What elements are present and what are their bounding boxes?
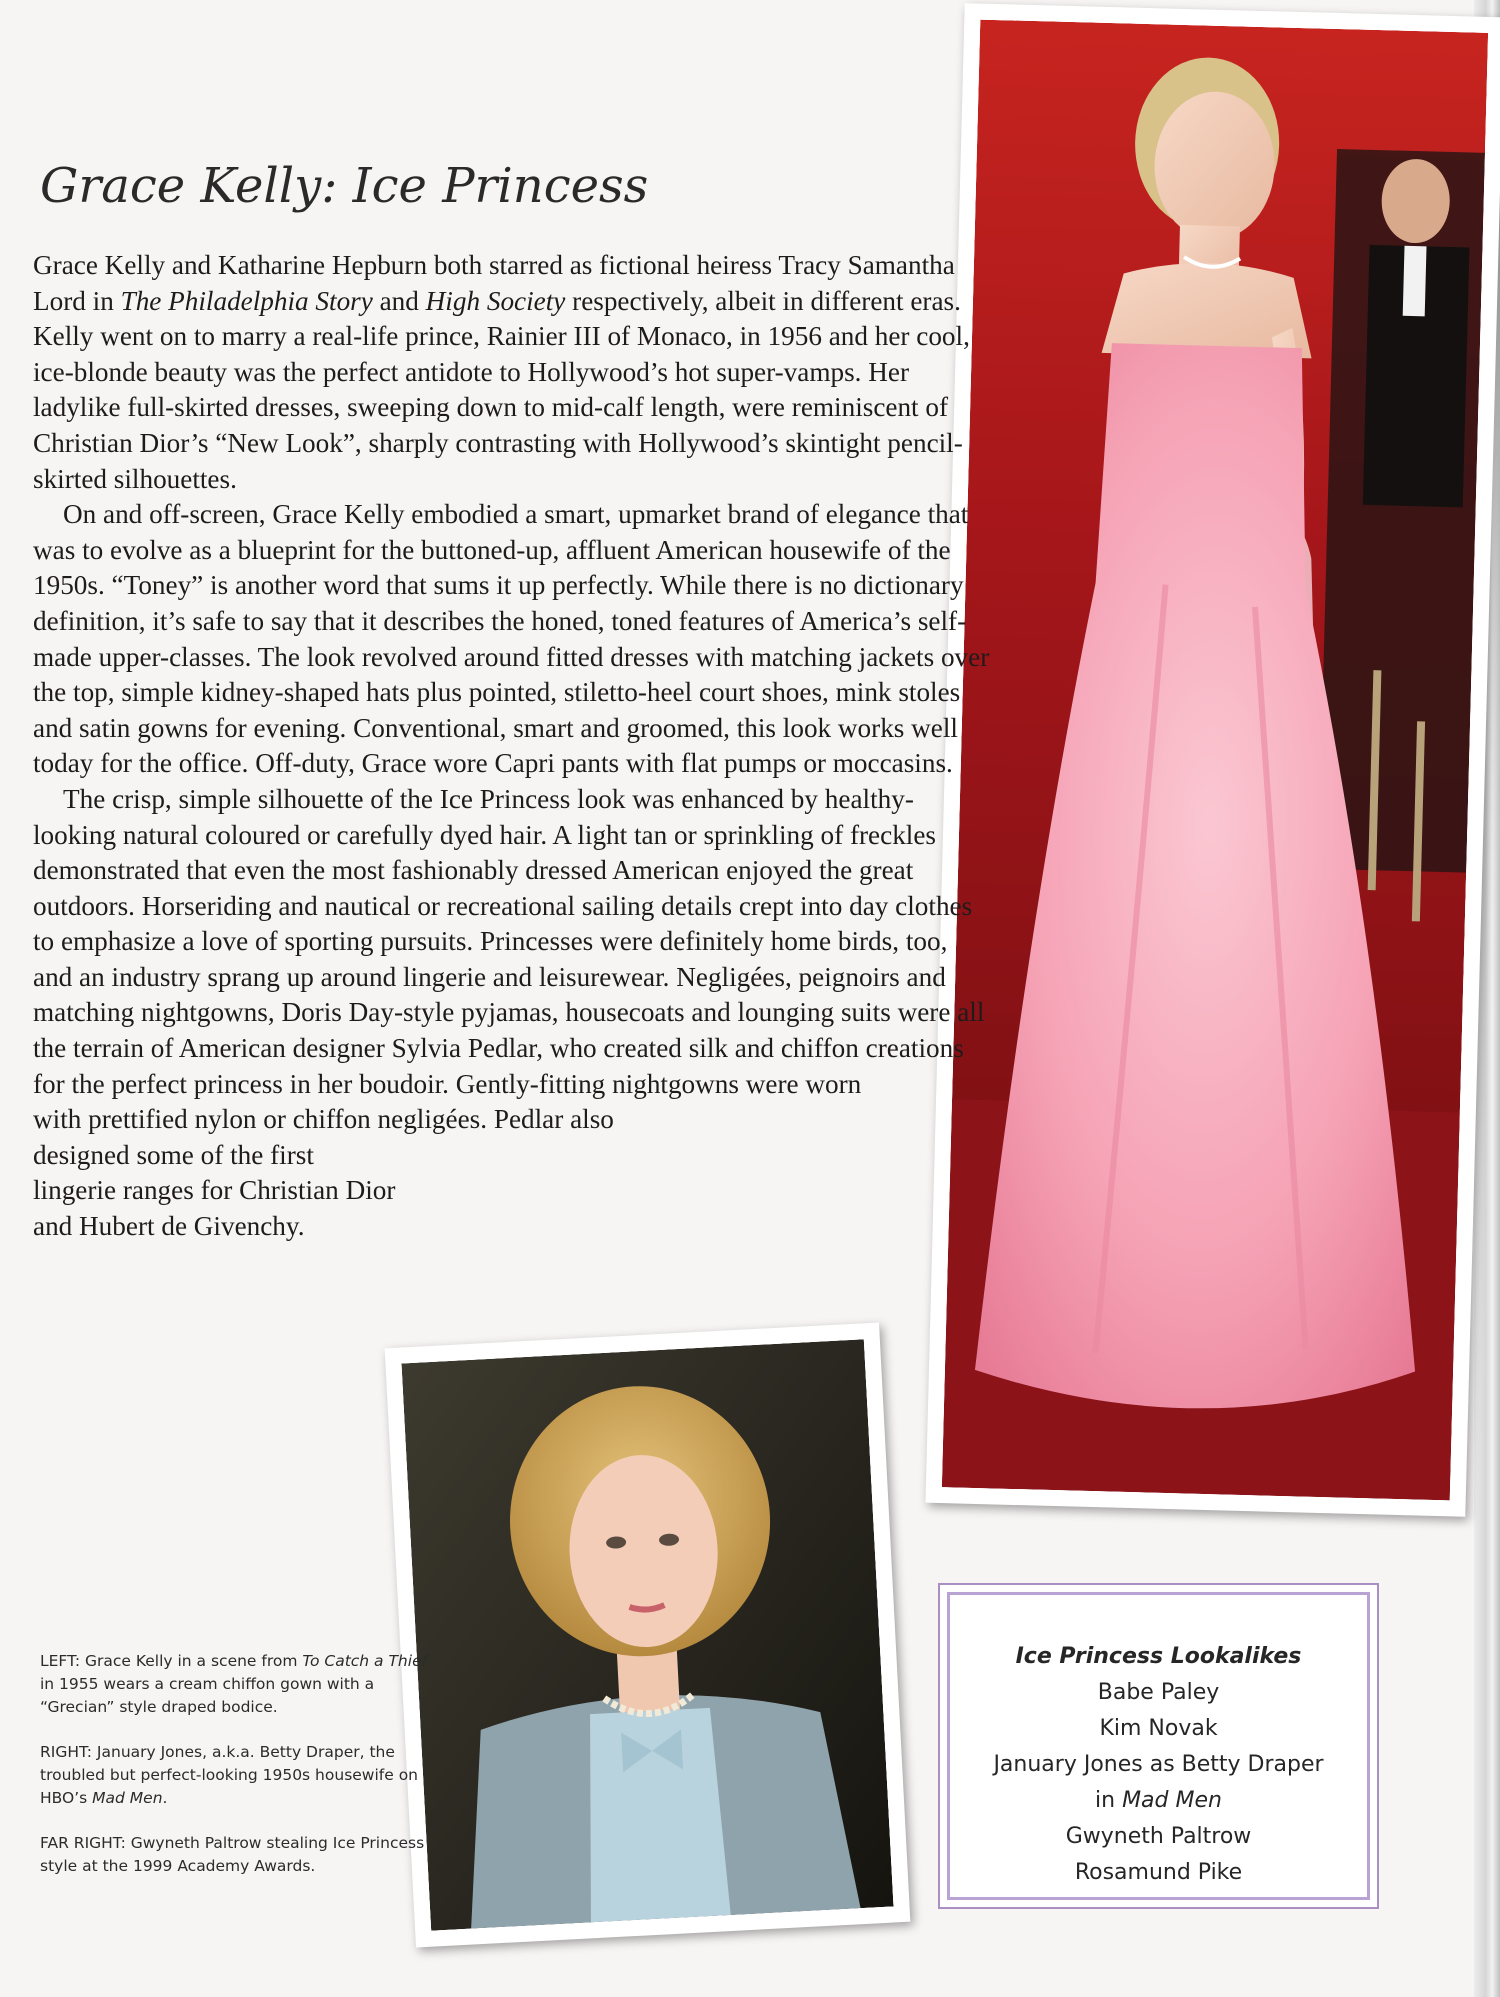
photo-captions xyxy=(40,1650,440,1900)
lookalike-rosamund-pike: Rosamund Pike xyxy=(1074,1860,1243,1885)
caption-left-text-a: LEFT: Grace Kelly in a scene from xyxy=(40,1652,303,1670)
article-body xyxy=(33,248,993,1450)
paragraph-1 xyxy=(33,248,993,497)
lookalike-mad-men-line xyxy=(950,1783,1367,1819)
caption-right xyxy=(40,1741,440,1810)
paragraph-1-text-b: and xyxy=(372,285,426,316)
film-title-philadelphia-story: The Philadelphia Story xyxy=(120,285,373,316)
paragraph-1-text-c: respectively, albeit in different eras. Kelly went on to marry a real-life prince, Rainier III of Monaco, in 1956 and her cool, ice-blonde beauty was the perfect antidote to Hollywood’s hot super-vamps. Her ladylike full-skirted dresses, sweeping down to mid-calf length, were reminiscent of Christian Dior’s “New Look”, sharply contrasting with Hollywood’s skintight pencil-skirted silhouettes. xyxy=(33,285,970,494)
paragraph-1-text-a: Grace Kelly and Katharine Hepburn both starred as fictional heiress Tracy Samantha Lord in xyxy=(33,250,955,316)
film-title-high-society: High Society xyxy=(425,285,566,316)
photo-gwyneth-paltrow xyxy=(925,3,1500,1517)
lookalike-babe-paley: Babe Paley xyxy=(1097,1680,1220,1705)
caption-left-text-b: in 1955 wears a cream chiffon gown with a “Grecian” style draped bodice. xyxy=(40,1675,375,1716)
paragraph-2: On and off-screen, Grace Kelly embodied a smart, upmarket brand of elegance that was to evolve as a blueprint for the buttoned-up, affluent American housewife of the 1950s. “Toney” is another word that sums it up perfectly. While there is no dictionary definition, it’s safe to say that it describes the honed, toned features of America’s self-made upper-classes. The look revolved around fitted dresses with matching jackets over the top, simple kidney-shaped hats plus pointed, stiletto-heel court shoes, mink stoles and satin gowns for evening. Conventional, smart and groomed, this look works well today for the office. Off-duty, Grace wore Capri pants with flat pumps or moccasins. xyxy=(33,499,990,779)
lookalikes-box xyxy=(938,1583,1379,1909)
lookalike-mad-men-show: Mad Men xyxy=(1122,1788,1222,1813)
lookalikes-box-inner xyxy=(947,1592,1370,1900)
lookalike-mad-men-prefix: in xyxy=(1095,1788,1123,1813)
caption-right-show: Mad Men xyxy=(92,1789,163,1807)
caption-right-text-a: RIGHT: January Jones, a.k.a. Betty Draper, the troubled but perfect-looking 1950s housewife on HBO’s xyxy=(40,1743,419,1807)
caption-far-right: FAR RIGHT: Gwyneth Paltrow stealing Ice Princess style at the 1999 Academy Awards. xyxy=(40,1834,425,1875)
caption-left-film: To Catch a Thief xyxy=(302,1652,428,1670)
photo-gwyneth-paltrow-image xyxy=(942,20,1488,1501)
lookalike-gwyneth-paltrow: Gwyneth Paltrow xyxy=(1065,1824,1252,1849)
article-heading: Grace Kelly: Ice Princess xyxy=(40,158,649,214)
paragraph-3: The crisp, simple silhouette of the Ice Princess look was enhanced by healthy-looking natural coloured or carefully dyed hair. A light tan or sprinkling of freckles demonstrated that even the most fashionably dressed American enjoyed the great outdoors. Horseriding and nautical or recreational sailing details crept into day clothes to emphasize a love of sporting pursuits. Princesses were definitely home birds, too, and an industry sprang up around lingerie and leisurewear. Negligées, peignoirs and matching nightgowns, Doris Day-style pyjamas, housecoats and lounging suits were all the terrain of American designer Sylvia Pedlar, who created silk and chiffon creations for the perfect princess in her boudoir. Gently-fitting nightgowns were worn with prettified nylon or chiffon negligées. Pedlar also designed some of the first lingerie ranges for Christian Dior and Hubert de Givenchy. xyxy=(33,783,985,1242)
caption-right-text-b: . xyxy=(162,1789,168,1807)
lookalike-kim-novak: Kim Novak xyxy=(1099,1716,1218,1741)
lookalike-january-jones: January Jones as Betty Draper xyxy=(993,1752,1324,1777)
lookalikes-title: Ice Princess Lookalikes xyxy=(1015,1644,1302,1669)
caption-left xyxy=(40,1650,440,1719)
